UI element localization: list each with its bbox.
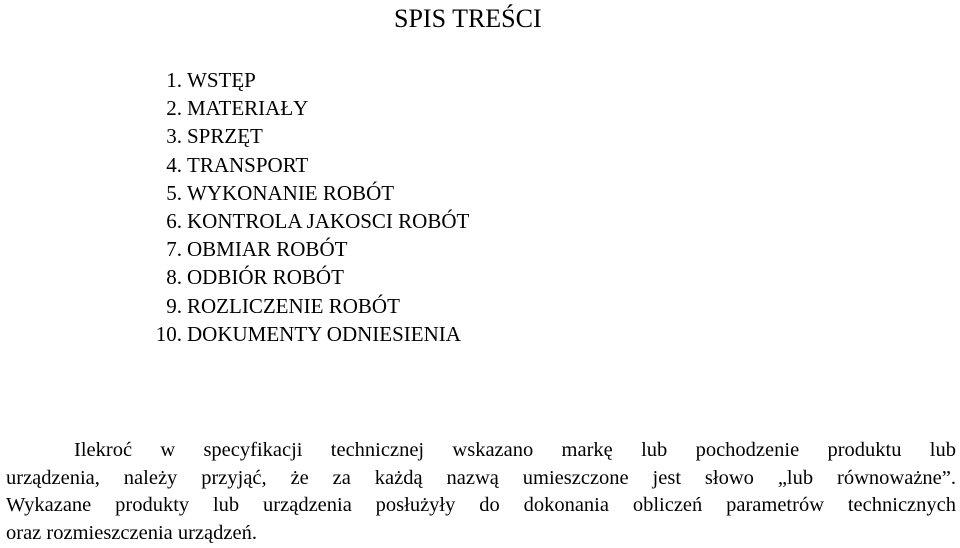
toc-item-label: OBMIAR ROBÓT (187, 237, 348, 262)
toc-item (144, 207, 469, 235)
toc-item (144, 151, 469, 179)
toc-item-label: MATERIAŁY (187, 96, 309, 121)
toc-item (144, 66, 469, 94)
toc-item-label: ODBIÓR ROBÓT (187, 265, 344, 290)
toc-item-number: 4. (166, 152, 182, 177)
toc-item-label: DOKUMENTY ODNIESIENIA (187, 321, 461, 346)
toc-item-number: 6. (166, 208, 182, 233)
toc-item-number: 9. (166, 293, 182, 318)
toc-item (144, 235, 469, 263)
paragraph-line: oraz rozmieszczenia urządzeń. (6, 521, 257, 544)
toc-item (144, 122, 469, 150)
toc-item (144, 263, 469, 291)
toc-item-label: SPRZĘT (187, 124, 263, 149)
table-of-contents (144, 66, 469, 348)
page-title: SPIS TREŚCI (394, 4, 542, 33)
toc-item (144, 94, 469, 122)
toc-item-number: 5. (166, 180, 182, 205)
toc-item-number: 2. (166, 96, 182, 121)
toc-item (144, 179, 469, 207)
toc-item-label: KONTROLA JAKOSCI ROBÓT (187, 208, 470, 233)
toc-item-label: ROZLICZENIE ROBÓT (187, 293, 400, 318)
paragraph-line: urządzenia, należy przyjąć, że za każdą nazwą umieszczone jest słowo „lub równoważne”. (6, 466, 956, 489)
paragraph-line: Wykazane produkty lub urządzenia posłużyły do dokonania obliczeń parametrów technicznych (6, 494, 956, 516)
paragraph-line: Ilekroć w specyfikacji technicznej wskazano markę lub pochodzenie produktu lub (74, 439, 956, 461)
toc-item-number: 3. (166, 124, 182, 149)
toc-item-label: WYKONANIE ROBÓT (187, 180, 395, 205)
toc-item-number: 7. (166, 237, 182, 262)
toc-item (144, 320, 469, 348)
body-paragraph (6, 437, 956, 547)
toc-item-number: 8. (166, 265, 182, 290)
toc-item (144, 292, 469, 320)
toc-item-label: WSTĘP (187, 68, 256, 92)
toc-item-number: 1. (166, 68, 182, 92)
toc-item-label: TRANSPORT (187, 152, 309, 177)
toc-item-number: 10. (155, 321, 182, 346)
